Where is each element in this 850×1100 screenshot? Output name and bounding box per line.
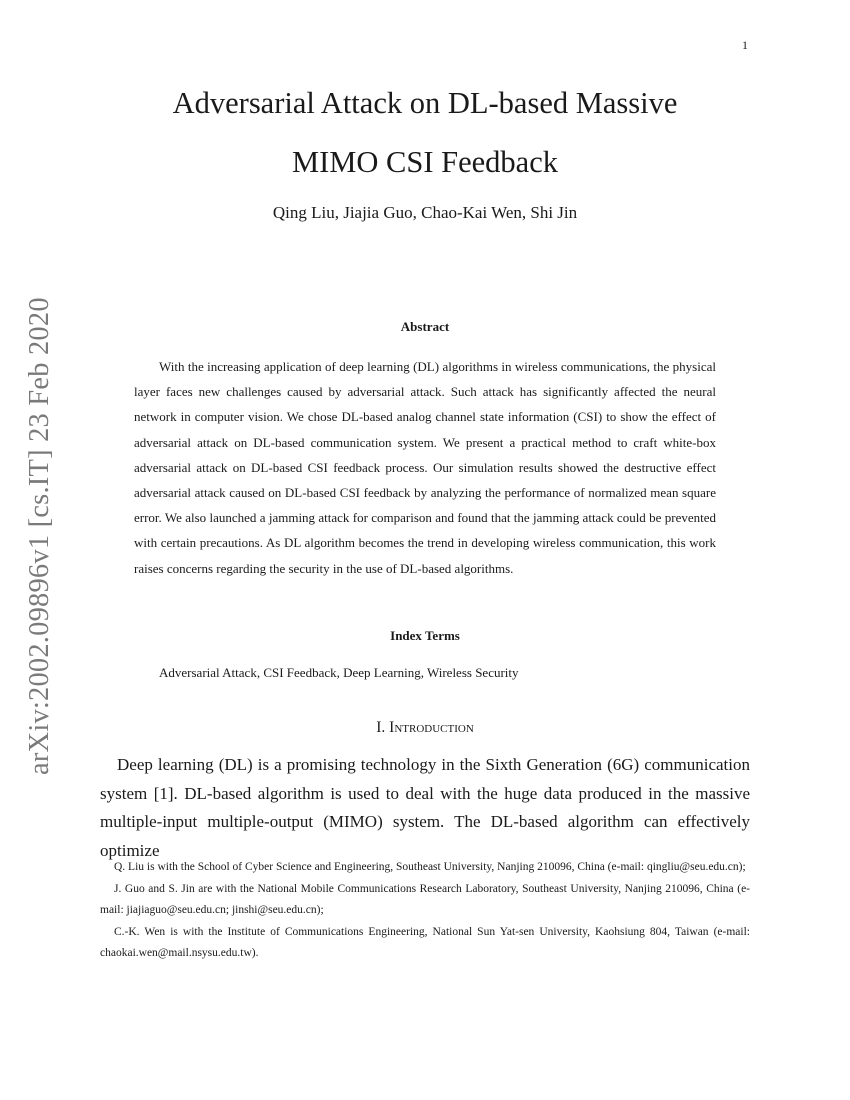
section-number: I. (376, 719, 386, 736)
paper-title-line-2: MIMO CSI Feedback (292, 145, 558, 179)
section-title: Introduction (389, 719, 474, 736)
index-terms-list: Adversarial Attack, CSI Feedback, Deep Learning, Wireless Security (159, 665, 519, 680)
section-heading-introduction (100, 719, 750, 737)
footnote-liu: Q. Liu is with the School of Cyber Science and Engineering, Southeast University, Nanjing 210096, China (e-mail: qingliu@seu.edu.cn); (114, 861, 746, 873)
index-terms-heading: Index Terms (390, 628, 460, 643)
footnote-wen: C.-K. Wen is with the Institute of Communications Engineering, National Sun Yat-sen University, Kaohsiung 804, Taiwan (e-mail: chaokai.wen@mail.nsysu.edu.tw). (100, 925, 750, 959)
footnote-guo-jin: J. Guo and S. Jin are with the National Mobile Communications Research Laboratory, Southeast University, Nanjing 210096, China (e-mail: jiajiaguo@seu.edu.cn; jinshi@seu.edu.cn); (100, 882, 750, 916)
page-number: 1 (742, 38, 748, 52)
introduction-paragraph: Deep learning (DL) is a promising technology in the Sixth Generation (6G) communication system [1]. DL-based algorithm is used to deal with the huge data produced in the massive multiple-input multiple-output (MIMO) system. The DL-based algorithm can effectively optimize (100, 755, 750, 860)
abstract-heading: Abstract (400, 319, 450, 334)
author-affiliation-footnotes (100, 857, 750, 965)
abstract-body: With the increasing application of deep learning (DL) algorithms in wireless communications, the physical layer faces new challenges caused by adversarial attack. Such attack has significantly affected the neural network in computer vision. We chose DL-based analog channel state information (CSI) to show the effect of adversarial attack on DL-based communication system. We present a practical method to craft white-box adversarial attack on DL-based CSI feedback process. Our simulation results showed the destructive effect adversarial attack caused on DL-based CSI feedback by analyzing the performance of normalized mean square error. We also launched a jamming attack for comparison and found that the jamming attack could be prevented with certain precautions. As DL algorithm becomes the trend in developing wireless communication, this work raises concerns regarding the security in the use of DL-based algorithms. (134, 359, 716, 576)
author-list: Qing Liu, Jiajia Guo, Chao-Kai Wen, Shi Jin (272, 203, 578, 222)
paper-title-line-1: Adversarial Attack on DL-based Massive (172, 86, 678, 120)
paper-title (100, 74, 750, 192)
arxiv-identifier-stamp: arXiv:2002.09896v1 [cs.IT] 23 Feb 2020 (24, 297, 55, 775)
